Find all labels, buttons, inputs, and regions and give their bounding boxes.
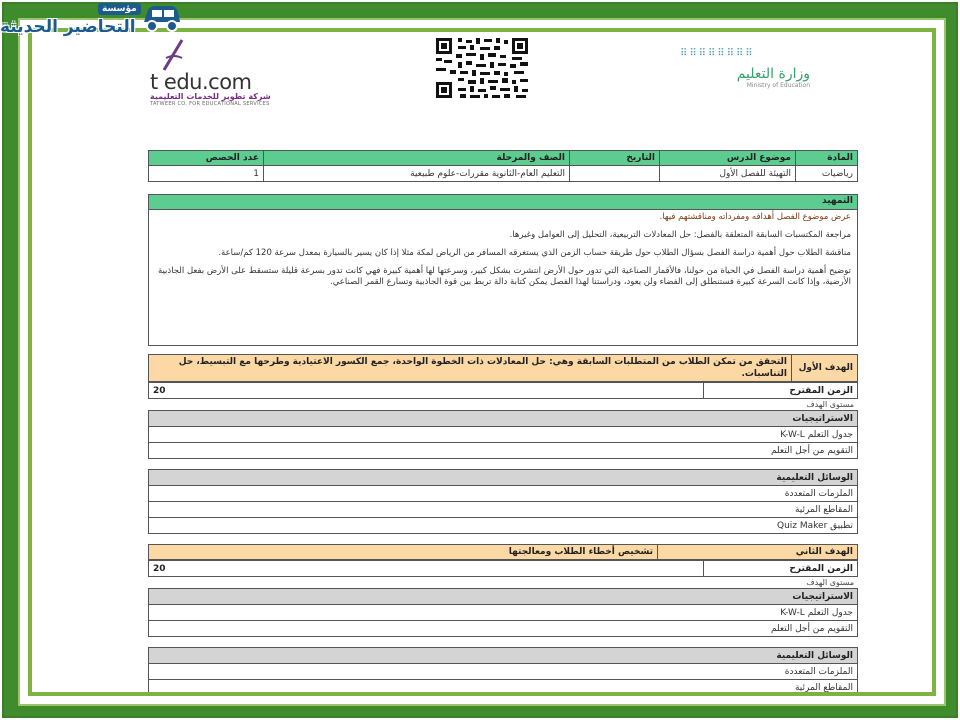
info-periods: 1 (149, 166, 264, 182)
intro-paragraph: مناقشة الطلاب حول أهمية دراسة الفصل بسؤال الطلاب حول طريقة حساب الزمن الذي يستغرقه المسافر من الرياض لمكة مثلا إذا كان يسير بالسيارة بمعدل سرعة 120 كم/ساعة. (218, 248, 851, 258)
goal-row (149, 545, 858, 560)
goal-level-label: مستوى الهدف (806, 578, 854, 587)
watermark-top: مؤسسة (98, 3, 141, 15)
lesson-info-table (148, 150, 858, 182)
document-page (28, 28, 936, 696)
aids-title: الوسائل التعليمية (149, 648, 858, 664)
info-topic: التهيئة للفصل الأول (660, 166, 796, 182)
intro-paragraph: توضيح أهمية دراسة الفصل في الحياة من حولنا، فالأقمار الصناعية التي تدور حول الأرض انتشرت بشكل كبير، وسرعتها لها أهمية كبيرة فهي كانت تدور بسرعة قليلة ستسقط على الأرض بفعل الجاذبية الأرضية، وإذا كانت السرعة كبيرة فستنطلق إلى الفضاء ولن يعود، ودراستنا لهذا الفصل يمكن كتابة دالة تربط بين قوة الجاذبية وتسارع القمر الصناعي. (157, 266, 851, 287)
goal-two-label: الهدف الثاني (658, 545, 858, 560)
info-header-date: التاريخ (570, 151, 660, 166)
aid-item: المقاطع المرئية (149, 502, 858, 518)
aid-item: المقاطع المرئية (149, 680, 858, 696)
goal-two-table (148, 544, 858, 560)
ministry-arabic-name: وزارة التعليم (736, 66, 810, 82)
outer-frame (2, 2, 958, 718)
goal-row (149, 355, 858, 382)
goal-one-strategies-table (148, 410, 858, 459)
ministry-logo (680, 50, 810, 89)
document-header (32, 32, 936, 142)
intro-title: التمهيد (149, 195, 857, 210)
strategy-item: جدول التعلم K-W-L (149, 605, 858, 621)
tedu-english-name: TATWEER CO. FOR EDUCATIONAL SERVICES (150, 101, 270, 107)
goal-two-time-table (148, 560, 858, 577)
intro-paragraph: مراجعة المكتسبات السابقة المتعلقة بالفصل: حل المعادلات التربيعية، التحليل إلى العوامل وغيرها. (509, 230, 851, 240)
time-row (149, 383, 858, 399)
goal-two-text: تشخيص أخطاء الطلاب ومعالجتها (149, 545, 658, 560)
strategies-title: الاستراتيجيات (149, 411, 858, 427)
watermark-logo (0, 0, 190, 48)
goal-level-label: مستوى الهدف (806, 400, 854, 409)
info-header-periods: عدد الحصص (149, 151, 264, 166)
goal-two-strategies-table (148, 588, 858, 637)
strategy-item: التقويم من أجل التعلم (149, 621, 858, 637)
goal-one-text: التحقق من تمكن الطلاب من المتطلبات السابقة وهي: حل المعادلات ذات الخطوة الواحدة، جمع الكسور الاعتيادية وطرحها مع التبسيط، حل التناسبات. (149, 355, 792, 382)
inner-frame (18, 18, 946, 706)
watermark-car-icon (140, 0, 182, 36)
info-grade: التعليم العام-الثانوية مقررات-علوم طبيعية (264, 166, 570, 182)
aids-title: الوسائل التعليمية (149, 470, 858, 486)
strategy-item: التقويم من أجل التعلم (149, 443, 858, 459)
info-subject: رياضيات (796, 166, 858, 182)
strategy-item: جدول التعلم K-W-L (149, 427, 858, 443)
goal-one-table (148, 354, 858, 382)
time-label: الزمن المقترح (704, 383, 858, 399)
time-value: 20 (149, 383, 704, 399)
time-row (149, 561, 858, 577)
aid-item: تطبيق Quiz Maker (149, 518, 858, 534)
info-header-topic: موضوع الدرس (660, 151, 796, 166)
tedu-arabic-name: شركة تطوير للخدمات التعليمية (150, 92, 271, 101)
tedu-brand: t edu.com (150, 70, 252, 94)
info-header-row (149, 151, 858, 166)
aid-item: الملزمات المتعددة (149, 486, 858, 502)
ministry-english-name: Ministry of Education (746, 82, 810, 89)
ministry-dots-icon: ⠿⠿⠿⠿⠿⠿⠿⠿ (680, 48, 755, 59)
goal-two-aids-table (148, 647, 858, 696)
goal-one-label: الهدف الأول (792, 355, 858, 382)
watermark-main: التحاضير الحديثة (0, 17, 136, 37)
intro-paragraph: عرض موضوع الفصل أهدافه ومفرداته ومناقشتهم فيها. (659, 212, 851, 222)
tedu-logo (150, 70, 300, 107)
info-value-row (149, 166, 858, 182)
info-date (570, 166, 660, 182)
time-label: الزمن المقترح (704, 561, 858, 577)
goal-one-section (148, 354, 858, 534)
goal-one-aids-table (148, 469, 858, 534)
goal-one-time-table (148, 382, 858, 399)
goal-two-section (148, 544, 858, 696)
intro-box (148, 194, 858, 346)
info-header-subject: المادة (796, 151, 858, 166)
qr-code-icon (428, 36, 536, 100)
time-value: 20 (149, 561, 704, 577)
strategies-title: الاستراتيجيات (149, 589, 858, 605)
info-header-grade: الصف والمرحلة (264, 151, 570, 166)
aid-item: الملزمات المتعددة (149, 664, 858, 680)
